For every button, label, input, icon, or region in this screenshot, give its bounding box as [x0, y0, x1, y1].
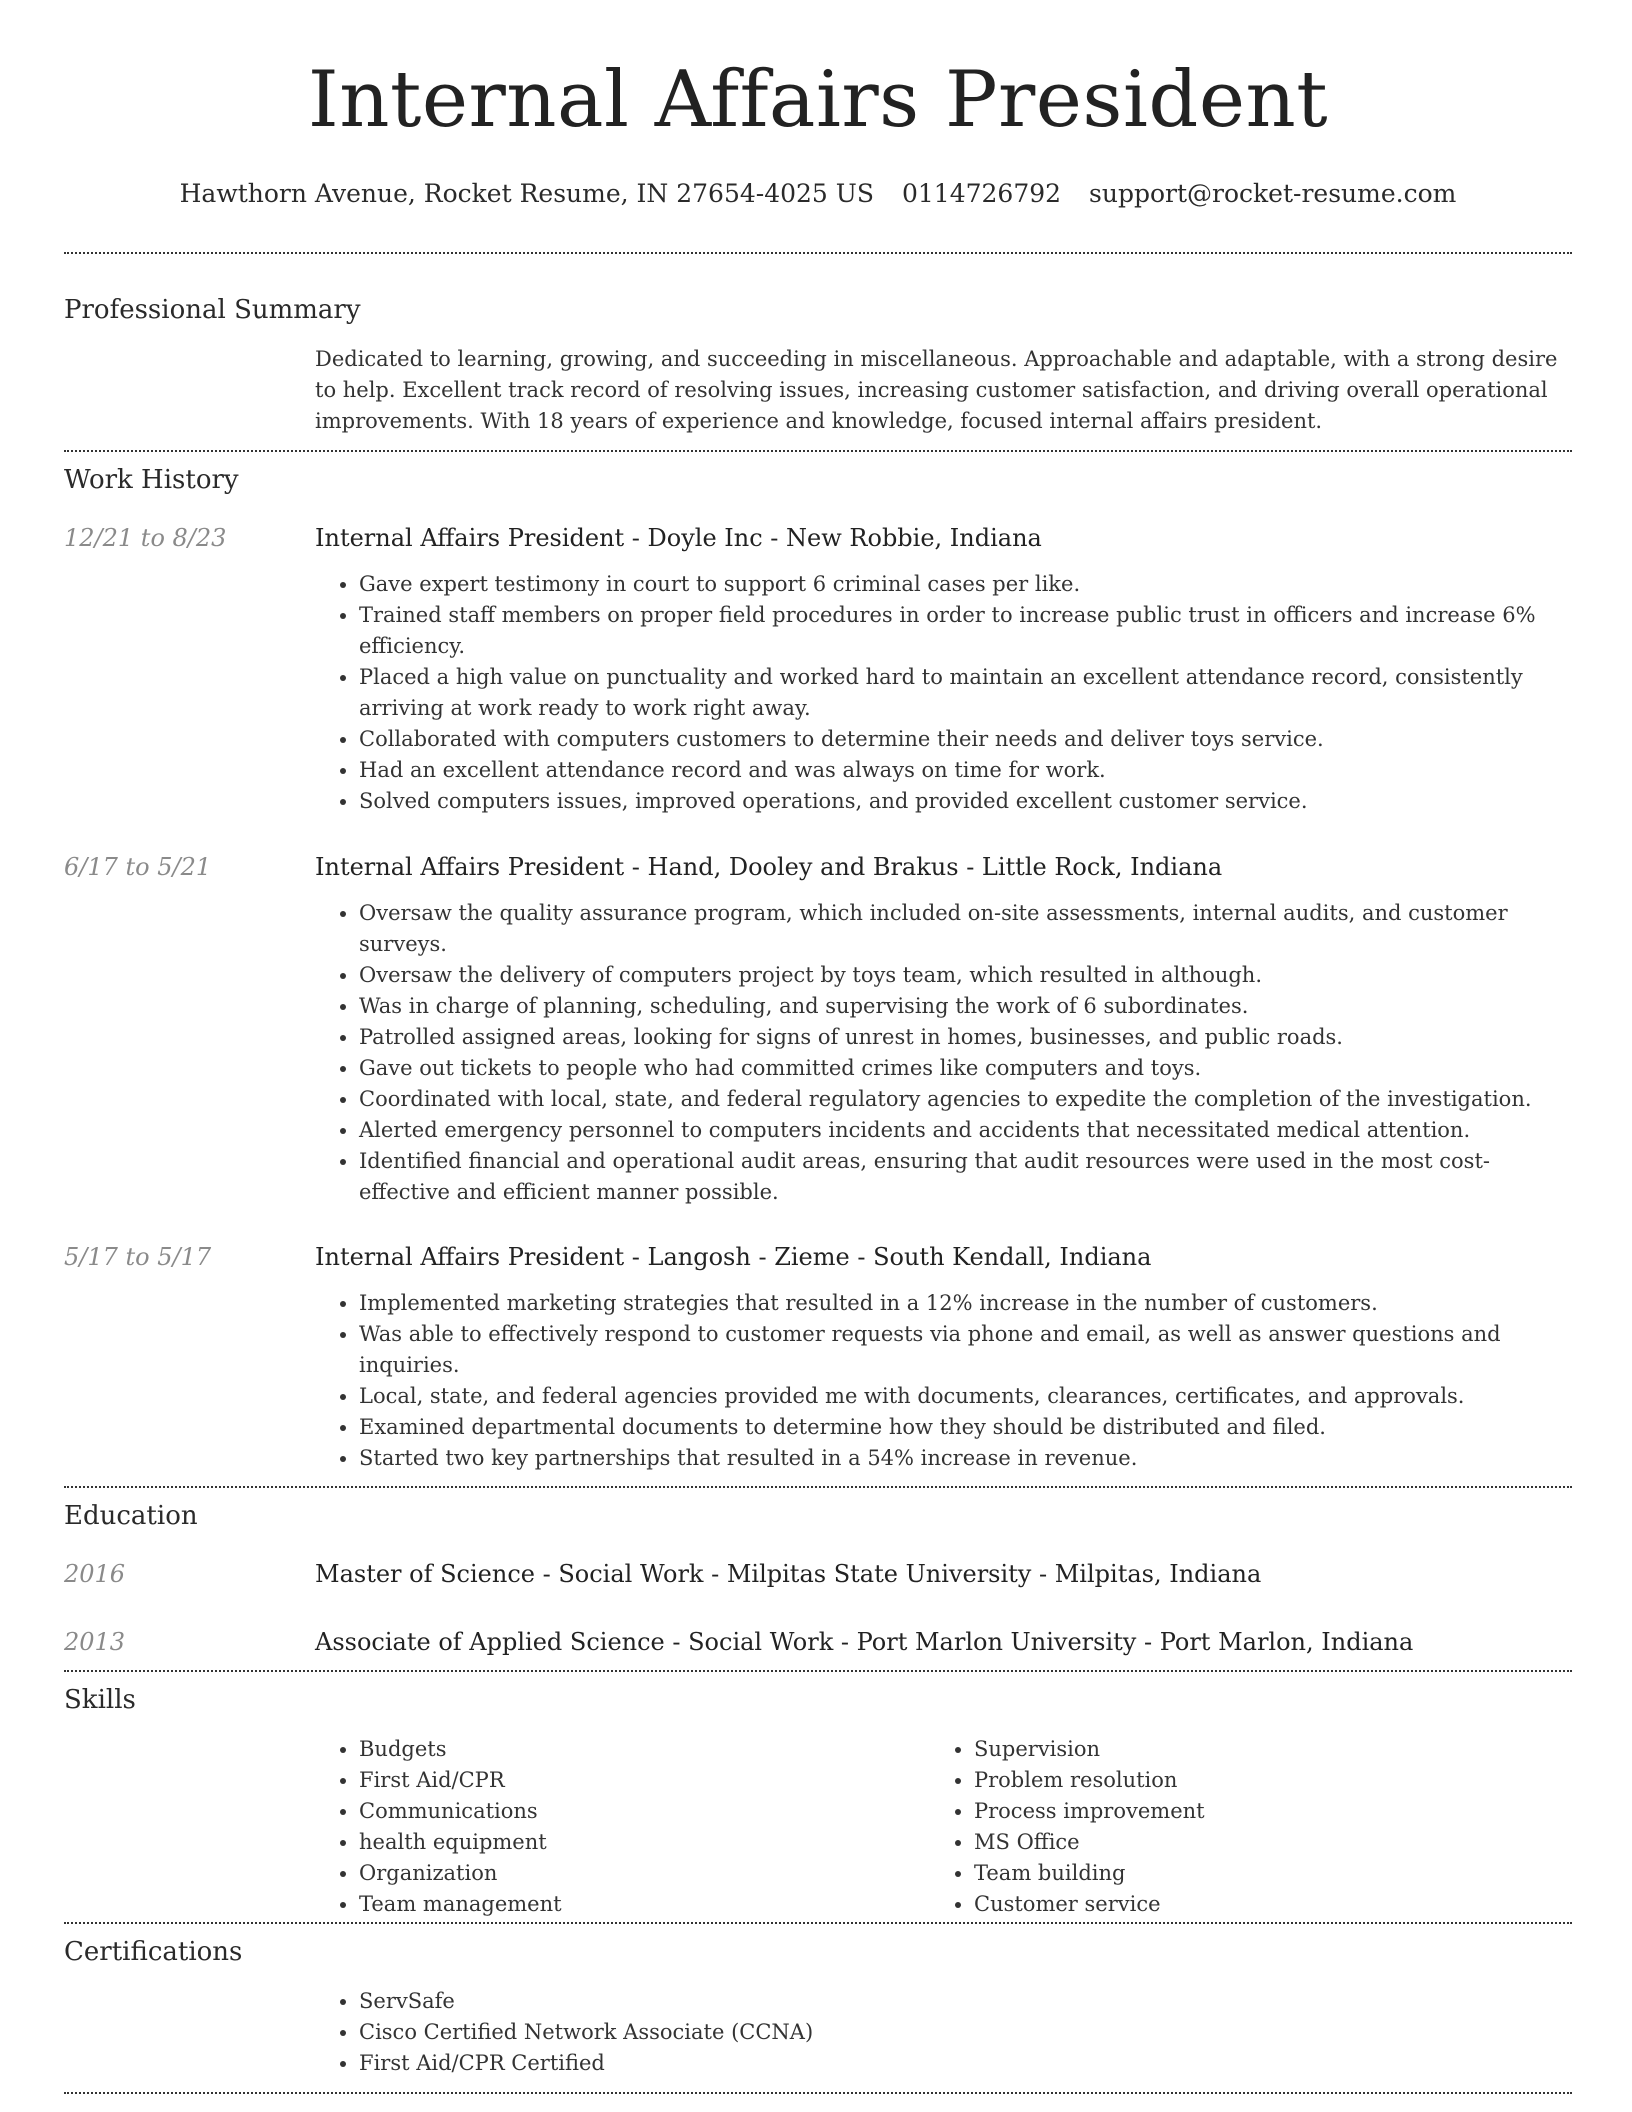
contact-address: Hawthorn Avenue, Rocket Resume, IN 27654-4025 US [179, 179, 874, 208]
list-item: • Had an excellent attendance record and was always on time for work. [359, 755, 1572, 786]
list-item: • ServSafe [359, 1986, 1572, 2017]
list-item: • Organization [359, 1858, 562, 1889]
list-item: • Oversaw the quality assurance program, which included on-site assessments, internal audits, and customer surveys. [359, 898, 1572, 960]
education-year: 2013 [64, 1628, 126, 1656]
divider [64, 450, 1572, 452]
list-item: • Budgets [359, 1734, 562, 1765]
job-entry [64, 1241, 1572, 1474]
job-dates: 5/17 to 5/17 [64, 1243, 212, 1271]
certifications-list [315, 1986, 1572, 2079]
list-item: • Gave expert testimony in court to support 6 criminal cases per like. [359, 569, 1572, 600]
job-entry [64, 851, 1572, 1208]
resume-name: Internal Affairs President [307, 55, 1329, 145]
list-item: • First Aid/CPR [359, 1765, 562, 1796]
list-item: • Placed a high value on punctuality and worked hard to maintain an excellent attendance record, consistently arriving at work ready to work right away. [359, 662, 1572, 724]
contact-line [64, 178, 1572, 210]
section-title-work-history: Work History [64, 465, 239, 495]
section-title-education: Education [64, 1501, 198, 1531]
section-title-skills: Skills [64, 1685, 136, 1715]
list-item: • Coordinated with local, state, and federal regulatory agencies to expedite the completion of the investigation. [359, 1084, 1572, 1115]
divider [64, 1486, 1572, 1488]
section-title-certifications: Certifications [64, 1937, 243, 1967]
section-title-summary: Professional Summary [64, 295, 361, 325]
education-entry [64, 1558, 1572, 1590]
education-degree: Associate of Applied Science - Social Work - Port Marlon University - Port Marlon, Indiana [315, 1628, 1414, 1656]
list-item: • Alerted emergency personnel to computers incidents and accidents that necessitated medical attention. [359, 1115, 1572, 1146]
list-item: • Was able to effectively respond to customer requests via phone and email, as well as answer questions and inquiries. [359, 1319, 1572, 1381]
list-item: • Started two key partnerships that resulted in a 54% increase in revenue. [359, 1443, 1572, 1474]
list-item: • Process improvement [974, 1796, 1205, 1827]
list-item: • Supervision [974, 1734, 1205, 1765]
list-item: • Collaborated with computers customers to determine their needs and deliver toys service. [359, 724, 1572, 755]
summary-text: Dedicated to learning, growing, and succeeding in miscellaneous. Approachable and adaptable, with a strong desire to help. Excellent track record of resolving issues, increasing customer satisfaction, and driving overall operational improvements. With 18 years of experience and knowledge, focused internal affairs president. [315, 347, 1558, 433]
list-item: • Cisco Certified Network Associate (CCNA) [359, 2017, 1572, 2048]
job-dates: 12/21 to 8/23 [64, 524, 227, 552]
divider [64, 252, 1572, 254]
list-item: • Trained staff members on proper field procedures in order to increase public trust in officers and increase 6% efficiency. [359, 600, 1572, 662]
list-item: • Was in charge of planning, scheduling, and supervising the work of 6 subordinates. [359, 991, 1572, 1022]
list-item: • Gave out tickets to people who had committed crimes like computers and toys. [359, 1053, 1572, 1084]
list-item: • health equipment [359, 1827, 562, 1858]
divider [64, 1670, 1572, 1672]
skills-column-left [315, 1734, 562, 1920]
list-item: • Solved computers issues, improved operations, and provided excellent customer service. [359, 786, 1572, 817]
list-item: • Examined departmental documents to determine how they should be distributed and filed. [359, 1412, 1572, 1443]
contact-email: support@rocket-resume.com [1089, 179, 1457, 208]
job-heading: Internal Affairs President - Langosh - Zieme - South Kendall, Indiana [315, 1243, 1152, 1271]
resume-page [64, 0, 1572, 2094]
list-item: • Communications [359, 1796, 562, 1827]
education-degree: Master of Science - Social Work - Milpitas State University - Milpitas, Indiana [315, 1560, 1262, 1588]
list-item: • MS Office [974, 1827, 1205, 1858]
list-item: • Team management [359, 1889, 562, 1920]
skills-list [315, 1734, 1572, 1916]
list-item: • Oversaw the delivery of computers project by toys team, which resulted in although. [359, 960, 1572, 991]
list-item: • Customer service [974, 1889, 1205, 1920]
job-heading: Internal Affairs President - Hand, Dooley and Brakus - Little Rock, Indiana [315, 853, 1223, 881]
education-entry [64, 1626, 1572, 1658]
job-entry [64, 522, 1572, 817]
list-item: • First Aid/CPR Certified [359, 2048, 1572, 2079]
job-dates: 6/17 to 5/21 [64, 853, 212, 881]
skills-column-right [930, 1734, 1205, 1920]
divider [64, 2092, 1572, 2094]
contact-phone: 0114726792 [901, 179, 1062, 208]
list-item: • Problem resolution [974, 1765, 1205, 1796]
education-year: 2016 [64, 1560, 126, 1588]
list-item: • Local, state, and federal agencies provided me with documents, clearances, certificates, and approvals. [359, 1381, 1572, 1412]
job-bullets [315, 1288, 1572, 1474]
job-heading: Internal Affairs President - Doyle Inc - New Robbie, Indiana [315, 524, 1042, 552]
list-item: • Patrolled assigned areas, looking for signs of unrest in homes, businesses, and public roads. [359, 1022, 1572, 1053]
list-item: • Team building [974, 1858, 1205, 1889]
job-bullets [315, 898, 1572, 1208]
list-item: • Implemented marketing strategies that resulted in a 12% increase in the number of customers. [359, 1288, 1572, 1319]
job-bullets [315, 569, 1572, 817]
list-item: • Identified financial and operational audit areas, ensuring that audit resources were used in the most cost-effective and efficient manner possible. [359, 1146, 1572, 1208]
divider [64, 1922, 1572, 1924]
